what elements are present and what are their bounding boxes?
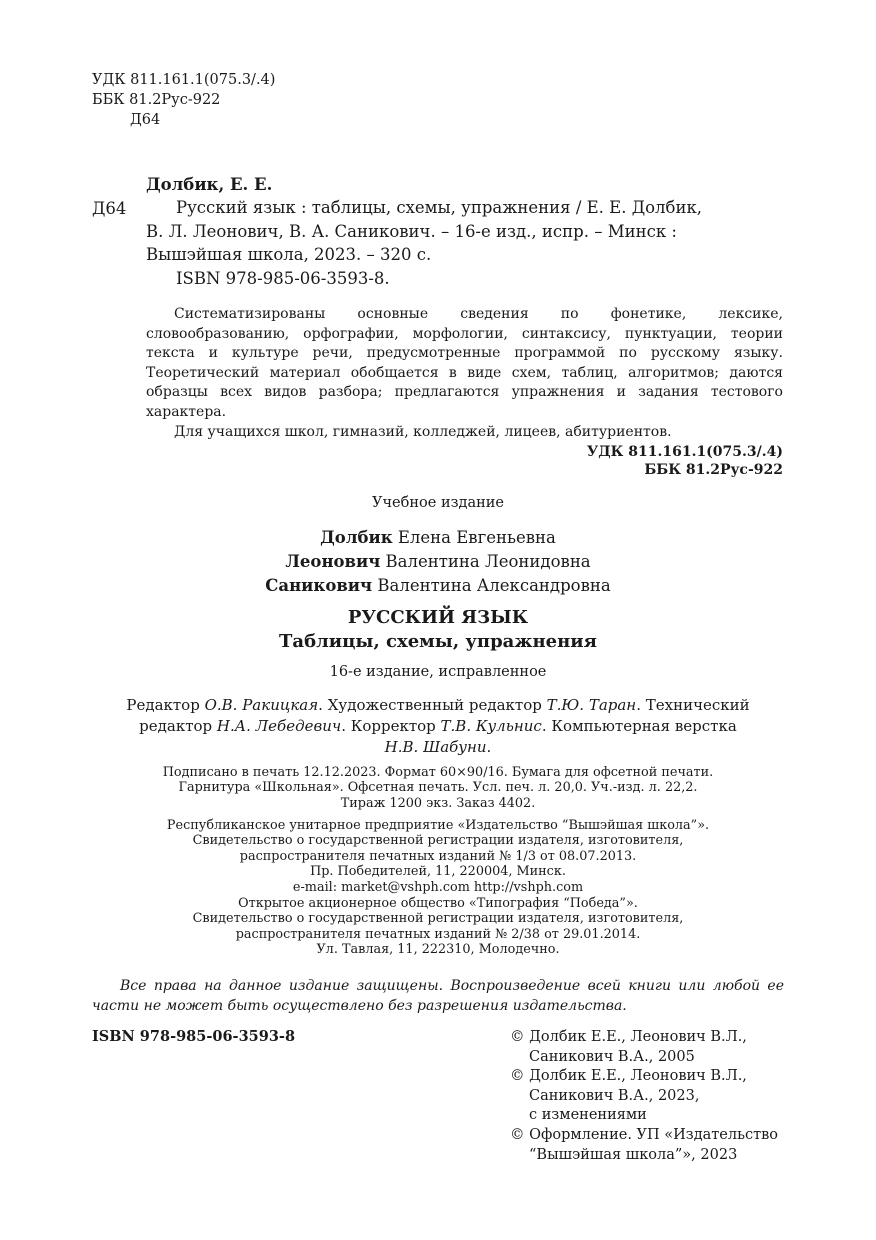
entry-line-3: Вышэйшая школа, 2023. – 320 с. — [146, 245, 432, 264]
tech-editor-label-cont: редактор — [139, 717, 217, 735]
proofreader-name: Т.В. Кульнис — [440, 717, 542, 735]
printer-line-2: Свидетельство о государственной регистрации издателя, изготовителя, — [192, 911, 684, 927]
author-names: Валентина Леонидовна — [380, 552, 591, 571]
printer-info — [0, 896, 876, 958]
editors-line-1 — [0, 695, 876, 716]
title-main: РУССКИЙ ЯЗЫК — [347, 607, 529, 628]
isbn: ISBN 978-985-06-3593-8 — [92, 1028, 296, 1045]
author-line — [0, 550, 876, 574]
art-editor-name: Т.Ю. Таран — [546, 696, 637, 714]
printer-line-4: Ул. Тавлая, 11, 222310, Молодечно. — [316, 942, 560, 958]
layout-name: Н.В. Шабуни — [384, 738, 487, 756]
copyright-line: с изменениями — [529, 1107, 647, 1124]
copyright-line: © Долбик Е.Е., Леонович В.Л., — [510, 1068, 747, 1085]
layout-label: . Компьютерная верстка — [541, 717, 737, 735]
edition-statement: 16-е издание, исправленное — [329, 664, 547, 680]
proofreader-label: . Корректор — [341, 717, 441, 735]
editors-end: . — [486, 738, 492, 756]
copyright-line: Саникович В.А., 2005 — [529, 1048, 695, 1065]
author-surname: Долбик — [320, 528, 393, 547]
classification-codes — [92, 70, 275, 130]
abstract — [146, 305, 783, 442]
entry-author-mark: Д64 — [92, 199, 127, 218]
book-title — [0, 606, 876, 654]
udk-code-right: УДК 811.161.1(075.3/.4) — [586, 444, 783, 460]
author-line — [0, 526, 876, 550]
printer-line-3: распространителя печатных изданий № 2/38 от 29.01.2014. — [235, 926, 641, 942]
bbk-code: ББК 81.2Рус-922 — [92, 92, 221, 108]
copyright-line: Саникович В.А., 2023, — [529, 1087, 700, 1104]
abstract-paragraph-1: Систематизированы основные сведения по фонетике, лексике, словообразованию, орфографии, морфологии, синтаксису, пунктуации, теории текста и культуре речи, предусмотренные программой по русскому языку. Теоретический материал обобщается в виде схем, таблиц, алгоритмов; даются образцы всех видов разбора; предлагаются упражнения и задания тестового характера. — [146, 306, 783, 420]
editors-credits — [0, 695, 876, 758]
publisher-contacts: e-mail: market@vshph.com http://vshph.com — [292, 879, 584, 895]
print-line-3: Тираж 1200 экз. Заказ 4402. — [340, 795, 536, 811]
author-surname: Саникович — [265, 576, 373, 595]
publisher-line-4: Пр. Победителей, 11, 220004, Минск. — [310, 864, 566, 880]
author-line — [0, 574, 876, 598]
editor-label: Редактор — [126, 696, 205, 714]
author-names: Валентина Александровна — [372, 576, 611, 595]
udk-code: УДК 811.161.1(075.3/.4) — [92, 72, 276, 88]
rights-notice: Все права на данное издание защищены. Воспроизведение всей книги или любой ее части не может быть осуществлено без разрешения издательства. — [92, 978, 784, 1014]
entry-author: Долбик, Е. Е. — [146, 175, 273, 194]
abstract-paragraph-2: Для учащихся школ, гимназий, колледжей, лицеев, абитуриентов. — [174, 423, 672, 440]
publisher-line-1: Республиканское унитарное предприятие «Издательство “Вышэйшая школа”». — [166, 818, 710, 833]
copyright-line: “Вышэйшая школа”», 2023 — [529, 1146, 738, 1163]
editors-line-3 — [0, 737, 876, 758]
art-editor-label: . Художественный редактор — [318, 696, 547, 714]
tech-editor-name: Н.А. Лебедевич — [216, 717, 342, 735]
author-names: Елена Евгеньевна — [392, 528, 556, 547]
print-line-1: Подписано в печать 12.12.2023. Формат 60×90/16. Бумага для офсетной печати. — [162, 765, 714, 780]
author-mark: Д64 — [130, 112, 161, 128]
print-info — [0, 765, 876, 811]
publisher-info — [0, 818, 876, 895]
authors-list — [0, 526, 876, 598]
title-subtitle: Таблицы, схемы, упражнения — [279, 631, 597, 652]
bbk-code-right: ББК 81.2Рус-922 — [644, 462, 783, 478]
publisher-line-3: распространителя печатных изданий № 1/3 от 08.07.2013. — [239, 848, 637, 864]
entry-line-4: ISBN 978-985-06-3593-8. — [176, 268, 390, 288]
editor-name: О.В. Ракицкая — [204, 696, 319, 714]
tech-editor-label: . Технический — [636, 696, 750, 714]
entry-line-2: В. Л. Леонович, В. А. Саникович. – 16-е изд., испр. – Минск : — [146, 221, 677, 241]
copyright-line: © Долбик Е.Е., Леонович В.Л., — [510, 1029, 747, 1045]
editors-line-2 — [0, 716, 876, 737]
bibliographic-description — [146, 196, 703, 290]
copyright-line: © Оформление. УП «Издательство — [510, 1126, 779, 1143]
entry-line-1: Русский язык : таблицы, схемы, упражнения / Е. Е. Долбик, — [176, 198, 703, 217]
edition-type: Учебное издание — [371, 495, 504, 511]
copyright-block — [510, 1028, 778, 1165]
print-line-2: Гарнитура «Школьная». Офсетная печать. Усл. печ. л. 20,0. Уч.-изд. л. 22,2. — [178, 780, 698, 796]
printer-line-1: Открытое акционерное общество «Типография “Победа”». — [238, 896, 638, 911]
classification-codes-right — [587, 443, 783, 479]
publisher-line-2: Свидетельство о государственной регистрации издателя, изготовителя, — [192, 833, 684, 849]
author-surname: Леонович — [285, 552, 381, 571]
